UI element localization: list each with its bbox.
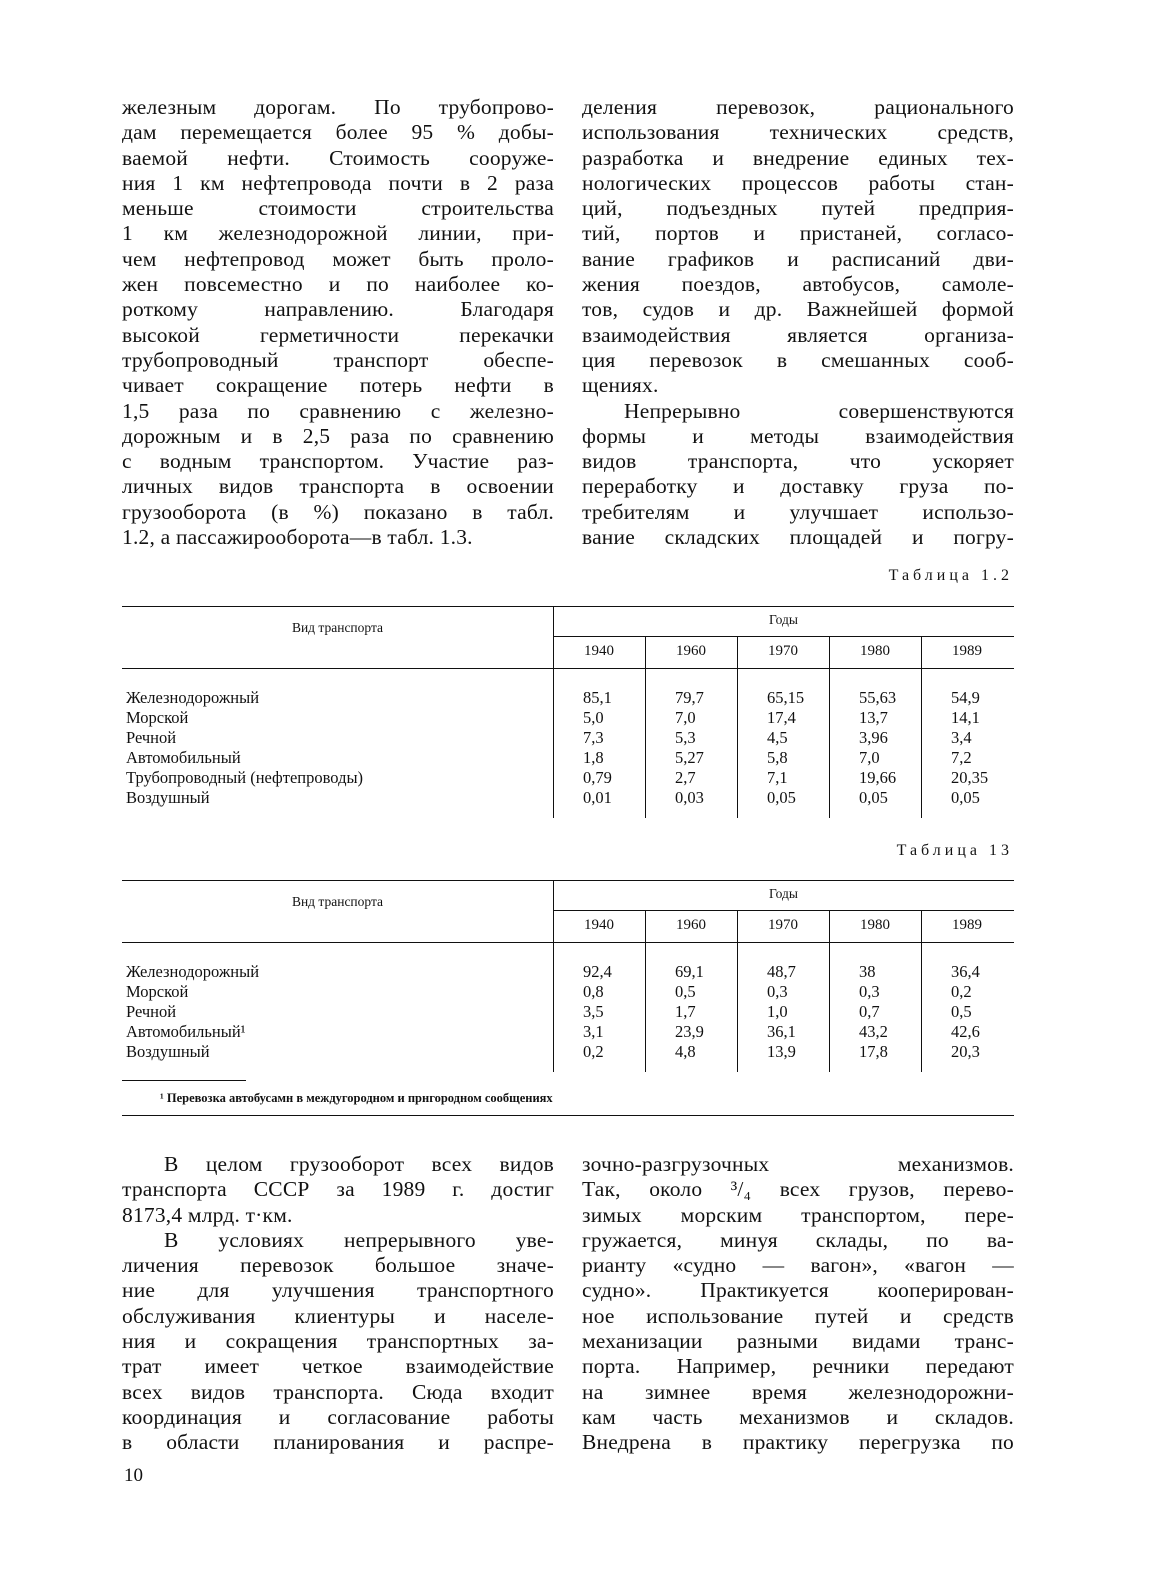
column-divider [645,636,646,818]
years-header: Годы [769,612,798,627]
column-divider [829,910,830,1072]
text-line: меньше стоимости строительства [122,196,554,221]
table-cell: 4,5 [767,728,788,747]
text-line: личения перевозок большое значе- [122,1253,554,1278]
table-cell: 0,03 [675,788,704,807]
table-cell: 92,4 [583,962,612,981]
table-cell: 17,8 [859,1042,888,1061]
row-label: Железнодорожный [126,962,260,981]
row-label: Трубопроводный (нефтепроводы) [126,768,364,787]
text-line: переработку и доставку груза по- [582,474,1014,499]
text-line: дорожным и в 2,5 раза по сравнению [122,423,554,448]
text-line: вание складских площадей и погру- [582,525,1014,550]
year-header: 1980 [860,917,890,933]
text-line: Внедрена в практику перегрузка по [582,1430,1014,1455]
text-line: В целом грузооборот всех видов [164,1152,554,1176]
table-cell: 36,1 [767,1022,796,1041]
table-cell: 54,9 [951,688,980,707]
text-line: трат имеет четкое взаимодействие [122,1354,554,1379]
column-divider [829,636,830,818]
text-line: железным дорогам. По трубопрово- [122,95,554,119]
table-cell: 43,2 [859,1022,888,1041]
table-cell: 5,0 [583,708,604,727]
row-label: Автомобильный¹ [126,1022,246,1041]
table-caption: Таблица 1.2 [888,567,1013,584]
text-line: в области планирования и распре- [122,1430,554,1455]
text-line: личных видов транспорта в освоении [122,474,554,499]
table-cell: 7,2 [951,748,972,767]
table-cell: 1,7 [675,1002,696,1021]
table-cell: 69,1 [675,962,704,981]
years-rule [553,636,1014,637]
row-label: Речной [126,1002,177,1021]
table-cell: 36,4 [951,962,980,981]
table-cell: 1,8 [583,748,604,767]
text-line: судно». Практикуется кооперирован- [582,1278,1014,1303]
text-line: гружается, минуя склады, по ва- [582,1227,1014,1252]
table-cell: 38 [859,962,876,981]
text-line: 1.2, а пассажирооборота—в табл. 1.3. [122,525,473,550]
row-label: Воздушный [126,788,210,807]
text-line: координация и согласование работы [122,1404,554,1429]
text-column-bottom-right [582,1152,1014,1456]
text-line: ние для улучшения транспортного [122,1278,554,1303]
text-line: грузооборота (в %) показано в табл. [122,499,554,524]
year-header: 1960 [676,643,706,659]
footnote-rule [122,1080,246,1081]
footnote: ¹ Перевозка автобусамн в междугородном и прнгородном сообщениях [160,1091,553,1105]
table-cell: 20,35 [951,768,989,787]
text-line: щениях. [582,373,659,398]
text-line: чивает сокращение потерь нефти в [122,373,554,398]
table-cell: 0,8 [583,982,604,1001]
table-cell: 42,6 [951,1022,980,1041]
year-header: 1940 [584,643,614,659]
table-cell: 13,7 [859,708,888,727]
table-cell: 5,27 [675,748,704,767]
row-label: Железнодорожный [126,688,260,707]
text-line: чем нефтепровод может быть проло- [122,246,554,271]
table-cell: 4,8 [675,1042,696,1061]
table-cell: 0,5 [675,982,696,1001]
table-cell: 7,0 [859,748,880,767]
table-cell: 3,1 [583,1022,604,1041]
text-line: тов, судов и др. Важнейшей формой [582,297,1014,322]
text-line: на зимнее время железнодорожни- [582,1379,1014,1404]
year-header: 1980 [860,643,890,659]
row-label: Морской [126,708,189,727]
text-line: требителям и улучшает использо- [582,499,1014,524]
table-cell: 5,8 [767,748,788,767]
table-cell: 13,9 [767,1042,796,1061]
table-cell: 0,05 [767,788,796,807]
text-line: зочно-разгрузочных механизмов. [582,1152,1014,1176]
text-line: Так, около ³/₄ всех грузов, перево- [582,1177,1014,1202]
text-line: дам перемещается более 95 % добы- [122,120,554,145]
text-line: 1 км железнодорожной линии, при- [122,221,554,246]
table-cell: 0,2 [951,982,972,1001]
table-1-3 [122,880,1014,1072]
text-line: высокой герметичности перекачки [122,322,554,347]
column-divider [737,910,738,1072]
text-line: ния 1 км нефтепровода почти в 2 раза [122,170,554,195]
column-header: Внд транспорта [291,894,384,909]
table-cell: 7,3 [583,728,604,747]
table-header-rule [122,668,1014,669]
table-cell: 0,01 [583,788,612,807]
table-cell: 1,0 [767,1002,788,1021]
year-header: 1970 [768,917,798,933]
text-line: деления перевозок, рационального [582,95,1014,119]
column-divider [553,880,554,1072]
table-cell: 0,05 [859,788,888,807]
table-caption: Таблица 13 [896,842,1013,859]
column-header: Вид транспорта [291,620,384,635]
years-rule [553,910,1014,911]
text-line: использования технических средств, [582,120,1014,145]
text-line: взаимодействия является организа- [582,322,1014,347]
text-line: ций, подъездных путей предприя- [582,196,1014,221]
text-line: роткому направлению. Благодаря [122,297,554,322]
column-divider [645,910,646,1072]
text-line: всех видов транспорта. Сюда входит [122,1379,554,1404]
table-cell: 0,05 [951,788,980,807]
text-line: В условиях непрерывного уве- [164,1227,554,1252]
table-cell: 0,3 [767,982,788,1001]
table-cell: 20,3 [951,1042,980,1061]
text-line: ция перевозок в смешанных сооб- [582,347,1014,372]
table-cell: 3,96 [859,728,888,747]
column-divider [921,910,922,1072]
year-header: 1989 [952,643,982,659]
text-line: с водным транспортом. Участие раз- [122,449,554,474]
year-header: 1940 [584,917,614,933]
table-cell: 0,79 [583,768,612,787]
text-column-top-right [582,95,1014,550]
text-line: зимых морским транспортом, пере- [582,1202,1014,1227]
text-column-bottom-left [122,1152,554,1456]
year-header: 1989 [952,917,982,933]
table-cell: 7,0 [675,708,696,727]
text-line: видов транспорта, что ускоряет [582,449,1014,474]
year-header: 1960 [676,917,706,933]
column-divider [553,606,554,818]
text-line: жен повсеместно и по наиболее ко- [122,272,554,297]
divider [122,1115,1014,1116]
table-1-2 [122,606,1014,818]
page-number: 10 [124,1465,143,1486]
table-cell: 7,1 [767,768,788,787]
text-line: 8173,4 млрд. т·км. [122,1202,293,1227]
table-cell: 23,9 [675,1022,704,1041]
text-line: нологических процессов работы стан- [582,170,1014,195]
table-cell: 65,15 [767,688,805,707]
text-line: рианту «судно — вагон», «вагон — [582,1253,1014,1278]
table-cell: 3,4 [951,728,972,747]
text-line: тий, портов и пристаней, согласо- [582,221,1014,246]
table-cell: 79,7 [675,688,704,707]
table-cell: 55,63 [859,688,897,707]
year-header: 1970 [768,643,798,659]
text-line: формы и методы взаимодействия [582,423,1014,448]
text-line: ное использование путей и средств [582,1303,1014,1328]
text-line: разработка и внедрение единых тех- [582,145,1014,170]
row-label: Морской [126,982,189,1001]
table-cell: 2,7 [675,768,696,787]
column-divider [921,636,922,818]
text-line: Непрерывно совершенствуются [624,398,1014,423]
table-cell: 0,5 [951,1002,972,1021]
table-cell: 5,3 [675,728,696,747]
row-label: Речной [126,728,177,747]
table-cell: 0,3 [859,982,880,1001]
table-cell: 19,66 [859,768,897,787]
table-cell: 3,5 [583,1002,604,1021]
table-cell: 48,7 [767,962,796,981]
row-label: Автомобильный [126,748,241,767]
text-line: жения поездов, автобусов, самоле- [582,272,1014,297]
table-header-rule [122,942,1014,943]
text-line: вание графиков и расписаний дви- [582,246,1014,271]
table-cell: 14,1 [951,708,980,727]
text-line: ваемой нефти. Стоимость сооруже- [122,145,554,170]
text-line: обслуживания клиентуры и населе- [122,1303,554,1328]
table-cell: 17,4 [767,708,796,727]
table-top-rule [122,880,1014,881]
text-line: ния и сокращения транспортных за- [122,1329,554,1354]
table-cell: 0,7 [859,1002,880,1021]
row-label: Воздушный [126,1042,210,1061]
table-cell: 85,1 [583,688,612,707]
column-divider [737,636,738,818]
text-line: транспорта СССР за 1989 г. достиг [122,1177,554,1202]
text-line: кам часть механизмов и складов. [582,1404,1014,1429]
table-top-rule [122,606,1014,607]
years-header: Годы [769,886,798,901]
text-column-top-left [122,95,554,550]
text-line: механизации разными видами транс- [582,1329,1014,1354]
text-line: 1,5 раза по сравнению с железно- [122,398,554,423]
text-line: порта. Например, речники передают [582,1354,1014,1379]
table-cell: 0,2 [583,1042,604,1061]
text-line: трубопроводный транспорт обеспе- [122,347,554,372]
